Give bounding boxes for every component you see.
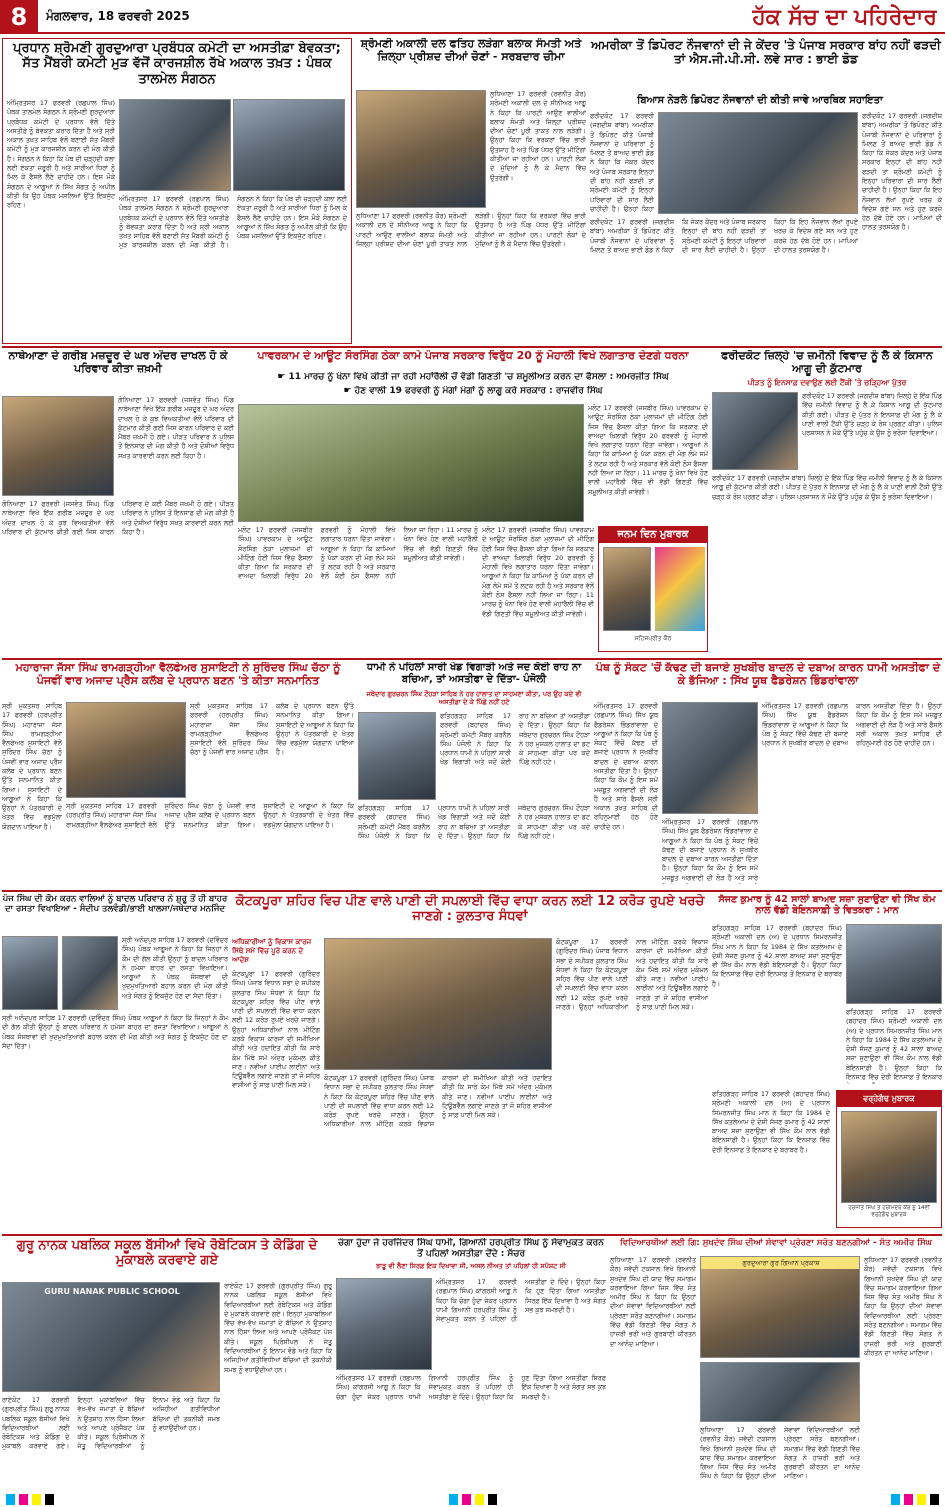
- headline: ਪੰਥ ਨੂੰ ਸੰਕਟ 'ਚੋਂ ਕੱਢਣ ਦੀ ਬਜਾਏ ਸੁਖਬੀਰ ਬਾਦਲ ਦੇ ਦਬਾਅ ਕਾਰਨ ਧਾਮੀ ਅਸਤੀਫਾ ਦੇ ਕੇ ਭੱਜਿਆ : ਸਿੱਖ ਯੂਥ ਫੈਡਰੇਸ਼ਨ ਭਿੰਡਰਾਂਵਾਲਾ: [595, 662, 941, 687]
- article-body: ਫਤਿਹਗੜ੍ਹ ਸਾਹਿਬ 17 ਫਰਵਰੀ (ਬਹਾਦਰ ਸਿੰਘ) ਸ਼੍ਰੋਮਣੀ ਕਮੇਟੀ ਮੈਂਬਰ ਕਰਨੈਲ ਸਿੰਘ ਪੰਜੋਲੀ ਨੇ ਕਿਹਾ ਕਿ ਪ੍ਰਧਾਨ ਧਾਮੀ ਨੇ ਪਹਿਲਾਂ ਸਾਰੀ ਖੇਡ ਵਿਗਾੜੀ ਅਤੇ ਜਦੋਂ ਕੋਈ ਰਾਹ ਨਾ ਬਚਿਆ ਤਾਂ ਅਸਤੀਫ਼ਾ ਦੇ ਦਿੱਤਾ। ਉਨ੍ਹਾਂ ਕਿਹਾ ਕਿ ਜਥੇਦਾਰ ਗੁਰਚਰਨ ਸਿੰਘ ਟੌਹੜਾ ਨੇ ਹਰ ਮੁਸ਼ਕਲ ਹਾਲਾਤ ਦਾ ਡਟ ਕੇ ਸਾਹਮਣਾ ਕੀਤਾ ਪਰ ਕਦੇ ਪਿੱਛੇ ਨਹੀਂ ਹਟੇ।: [358, 804, 590, 840]
- anniversary-caption: ਹਰਜੀਤ ਸਿੰਘ ਤੇ ਹਰਮਿੰਦਰ ਕੌਰ ਨੂੰ 14ਵੀਂ ਵਰ੍ਹੇਗੰਢ ਮੁਬਾਰਕ: [848, 1205, 930, 1218]
- article-body: ਲੁਧਿਆਣਾ 17 ਫਰਵਰੀ (ਰਵਨੀਤ ਕੌਰ) ਜਵੱਦੀ ਟਕਸਾਲ ਵਿਖੇ ਗਿਆਨੀ ਸੁਖਦੇਵ ਸਿੰਘ ਦੀ ਯਾਦ ਵਿੱਚ ਸਮਾਗਮ ਕਰਵਾਇਆ ਗਿਆ ਜਿਸ ਵਿੱਚ ਸੰਤ ਅਮੀਰ ਸਿੰਘ ਨੇ ਕਿਹਾ ਕਿ ਉਨ੍ਹਾਂ ਦੀਆਂ ਸੇਵਾਵਾਂ ਵਿਦਿਆਰਥੀਆਂ ਲਈ ਪ੍ਰੇਰਣਾ ਸਰੋਤ ਬਣਨਗੀਆਂ। ਸਮਾਗਮ ਵਿੱਚ ਵੱਡੀ ਗਿਣਤੀ ਵਿੱਚ ਸੰਗਤ ਨੇ ਹਾਜ਼ਰੀ ਭਰੀ ਅਤੇ ਗੁਰਬਾਣੀ ਕੀਰਤਨ ਦਾ ਆਨੰਦ ਮਾਣਿਆ।: [864, 1256, 942, 1357]
- anniversary-label: ਵਰ੍ਹੇਗੰਢ ਮੁਬਾਰਕ: [837, 1091, 941, 1107]
- photo-event: [658, 112, 858, 214]
- swatch: [6, 1494, 15, 1505]
- headline: ਗੁਰੂ ਨਾਨਕ ਪਬਲਿਕ ਸਕੂਲ ਬੱਸੀਆਂ ਵਿਖੇ ਰੋਬੋਟਿਕਸ ਤੇ ਕੋਡਿੰਗ ਦੇ ਮੁਕਾਬਲੇ ਕਰਵਾਏ ਗਏ: [16, 1238, 318, 1269]
- gurdwara-banner: ਗੁਰਦੁਆਰਾ ਗੁਰ ਗਿਆਨ ਪ੍ਰਕਾਸ਼: [701, 1257, 860, 1269]
- photo-portrait: [2, 936, 58, 1010]
- swatch: [904, 1494, 913, 1505]
- article-nathana: [2, 350, 234, 656]
- photo-portrait: [119, 99, 231, 191]
- article-body: ਅੰਮ੍ਰਿਤਸਰ 17 ਫਰਵਰੀ (ਰਛਪਾਲ ਸਿੰਘ) ਪੰਥਕ ਤਾਲਮੇਲ ਸੰਗਠਨ ਨੇ ਸ਼੍ਰੋਮਣੀ ਗੁਰਦੁਆਰਾ ਪ੍ਰਬੰਧਕ ਕਮੇਟੀ ਦੇ ਪ੍ਰਧਾਨ ਵੱਲੋਂ ਦਿੱਤੇ ਅਸਤੀਫ਼ੇ ਨੂੰ ਬੇਵਕਤਾ ਕਰਾਰ ਦਿੱਤਾ ਹੈ ਅਤੇ ਸ੍ਰੀ ਅਕਾਲ ਤਖ਼ਤ ਸਾਹਿਬ ਵੱਲੋਂ ਬਣਾਈ ਸੱਤ ਮੈਂਬਰੀ ਕਮੇਟੀ ਨੂੰ ਮੁੜ ਕਾਰਜਸ਼ੀਲ ਕਰਨ ਦੀ ਮੰਗ ਕੀਤੀ ਹੈ। ਸੰਗਠਨ ਨੇ ਕਿਹਾ ਕਿ ਪੰਥ ਦੀ ਚੜ੍ਹਦੀ ਕਲਾ ਲਈ ਏਕਤਾ ਜ਼ਰੂਰੀ ਹੈ ਅਤੇ ਸਾਰੀਆਂ ਧਿਰਾਂ ਨੂੰ ਮਿਲ ਕੇ ਫੈਸਲੇ ਲੈਣੇ ਚਾਹੀਦੇ ਹਨ। ਇਸ ਮੌਕੇ ਸੰਗਠਨ ਦੇ ਆਗੂਆਂ ਨੇ ਸਿੱਖ ਸੰਗਤ ਨੂੰ ਅਪੀਲ ਕੀਤੀ ਕਿ ਉਹ ਪੰਥਕ ਮਸਲਿਆਂ ਉੱਤੇ ਇਕਜੁੱਟ ਰਹਿਣ।: [119, 195, 347, 250]
- photo-honour: [66, 702, 186, 798]
- article-body: ਮਲੋਟ 17 ਫਰਵਰੀ (ਜਸਬੀਰ ਸਿੰਘ) ਪਾਵਰਕਾਮ ਦੇ ਆਊਟ ਸੋਰਸਿੰਗ ਠੇਕਾ ਮੁਲਾਜ਼ਮਾਂ ਦੀ ਮੀਟਿੰਗ ਹੋਈ ਜਿਸ ਵਿੱਚ ਫੈਸਲਾ ਕੀਤਾ ਗਿਆ ਕਿ ਸਰਕਾਰ ਦੀ ਵਾਅਦਾ ਖ਼ਿਲਾਫ਼ੀ ਵਿਰੁੱਧ 20 ਫਰਵਰੀ ਨੂੰ ਮੋਹਾਲੀ ਵਿਖੇ ਲਗਾਤਾਰ ਧਰਨਾ ਦਿੱਤਾ ਜਾਵੇਗਾ। ਆਗੂਆਂ ਨੇ ਕਿਹਾ ਕਿ ਕਾਮਿਆਂ ਨੂੰ ਪੱਕਾ ਕਰਨ ਦੀ ਮੰਗ ਲੰਮੇ ਸਮੇਂ ਤੋਂ ਲਟਕ ਰਹੀ ਹੈ ਅਤੇ ਸਰਕਾਰ ਵੱਲੋਂ ਕੋਈ ਠੋਸ ਫੈਸਲਾ ਨਹੀਂ ਲਿਆ ਜਾ ਰਿਹਾ। 11 ਮਾਰਚ ਨੂੰ ਖੰਨਾ ਵਿਖੇ ਹੋਣ ਵਾਲੀ ਮਹਾਂਰੈਲੀ ਵਿੱਚ ਵੀ ਵੱਡੀ ਗਿਣਤੀ ਵਿੱਚ ਸ਼ਮੂਲੀਅਤ ਕੀਤੀ ਜਾਵੇਗੀ।: [238, 526, 478, 581]
- article-body: ਕੋਟਕਪੂਰਾ 17 ਫਰਵਰੀ (ਗੁਰਿੰਦਰ ਸਿੰਘ) ਪੰਜਾਬ ਵਿਧਾਨ ਸਭਾ ਦੇ ਸਪੀਕਰ ਕੁਲਤਾਰ ਸਿੰਘ ਸੰਧਵਾਂ ਨੇ ਕਿਹਾ ਕਿ ਕੋਟਕਪੂਰਾ ਸ਼ਹਿਰ ਵਿੱਚ ਪੀਣ ਵਾਲੇ ਪਾਣੀ ਦੀ ਸਪਲਾਈ ਵਿੱਚ ਵਾਧਾ ਕਰਨ ਲਈ 12 ਕਰੋੜ ਰੁਪਏ ਖਰਚੇ ਜਾਣਗੇ। ਉਨ੍ਹਾਂ ਅਧਿਕਾਰੀਆਂ ਨਾਲ ਮੀਟਿੰਗ ਕਰਕੇ ਵਿਕਾਸ ਕਾਰਜਾਂ ਦੀ ਸਮੀਖਿਆ ਕੀਤੀ ਅਤੇ ਹਦਾਇਤ ਕੀਤੀ ਕਿ ਸਾਰੇ ਕੰਮ ਮਿੱਥੇ ਸਮੇਂ ਅੰਦਰ ਮੁਕੰਮਲ ਕੀਤੇ ਜਾਣ। ਨਵੀਆਂ ਪਾਈਪ ਲਾਈਨਾਂ ਅਤੇ ਟਿਊਬਵੈੱਲ ਲਗਾਏ ਜਾਣਗੇ ਤਾਂ ਜੋ ਸ਼ਹਿਰ ਵਾਸੀਆਂ ਨੂੰ ਸਾਫ਼ ਪਾਣੀ ਮਿਲ ਸਕੇ।: [556, 938, 708, 1011]
- article-sajjan: [712, 894, 942, 1232]
- swatch: [488, 1494, 497, 1505]
- photo-victim: [2, 396, 114, 496]
- birthday-label: ਜਨਮ ਦਿਨ ਮੁਬਾਰਕ: [599, 527, 707, 543]
- article-body: ਕੋਟਕਪੂਰਾ 17 ਫਰਵਰੀ (ਗੁਰਿੰਦਰ ਸਿੰਘ) ਪੰਜਾਬ ਵਿਧਾਨ ਸਭਾ ਦੇ ਸਪੀਕਰ ਕੁਲਤਾਰ ਸਿੰਘ ਸੰਧਵਾਂ ਨੇ ਕਿਹਾ ਕਿ ਕੋਟਕਪੂਰਾ ਸ਼ਹਿਰ ਵਿੱਚ ਪੀਣ ਵਾਲੇ ਪਾਣੀ ਦੀ ਸਪਲਾਈ ਵਿੱਚ ਵਾਧਾ ਕਰਨ ਲਈ 12 ਕਰੋੜ ਰੁਪਏ ਖਰਚੇ ਜਾਣਗੇ। ਉਨ੍ਹਾਂ ਅਧਿਕਾਰੀਆਂ ਨਾਲ ਮੀਟਿੰਗ ਕਰਕੇ ਵਿਕਾਸ ਕਾਰਜਾਂ ਦੀ ਸਮੀਖਿਆ ਕੀਤੀ ਅਤੇ ਹਦਾਇਤ ਕੀਤੀ ਕਿ ਸਾਰੇ ਕੰਮ ਮਿੱਥੇ ਸਮੇਂ ਅੰਦਰ ਮੁਕੰਮਲ ਕੀਤੇ ਜਾਣ। ਨਵੀਆਂ ਪਾਈਪ ਲਾਈਨਾਂ ਅਤੇ ਟਿਊਬਵੈੱਲ ਲਗਾਏ ਜਾਣਗੇ ਤਾਂ ਜੋ ਸ਼ਹਿਰ ਵਾਸੀਆਂ ਨੂੰ ਸਾਫ਼ ਪਾਣੀ ਮਿਲ ਸਕੇ।: [324, 1074, 552, 1129]
- headline: ਸ਼੍ਰੋਮਣੀ ਅਕਾਲੀ ਦਲ ਫਤਿਹ ਲੜੇਗਾ ਬਲਾਕ ਸੰਮਤੀ ਅਤੇ ਜ਼ਿਲ੍ਹਾ ਪ੍ਰੀਸ਼ਦ ਦੀਆਂ ਚੋਣਾਂ - ਸਰਬਦਾਰ ਚੀਮਾ: [360, 38, 582, 63]
- photo-event: [356, 90, 486, 208]
- swatch: [32, 1494, 41, 1505]
- article-guru-nanak: [2, 1238, 332, 1490]
- article-body: ਲੁਧਿਆਣਾ 17 ਫਰਵਰੀ (ਰਵਨੀਤ ਕੌਰ) ਸ਼੍ਰੋਮਣੀ ਅਕਾਲੀ ਦਲ ਦੇ ਸੀਨੀਅਰ ਆਗੂ ਨੇ ਕਿਹਾ ਕਿ ਪਾਰਟੀ ਆਉਣ ਵਾਲੀਆਂ ਬਲਾਕ ਸੰਮਤੀ ਅਤੇ ਜ਼ਿਲ੍ਹਾ ਪ੍ਰੀਸ਼ਦ ਦੀਆਂ ਚੋਣਾਂ ਪੂਰੀ ਤਾਕਤ ਨਾਲ ਲੜੇਗੀ। ਉਨ੍ਹਾਂ ਕਿਹਾ ਕਿ ਵਰਕਰਾਂ ਵਿੱਚ ਭਾਰੀ ਉਤਸ਼ਾਹ ਹੈ ਅਤੇ ਪਿੰਡ ਪੱਧਰ ਉੱਤੇ ਮੀਟਿੰਗਾਂ ਕੀਤੀਆਂ ਜਾ ਰਹੀਆਂ ਹਨ। ਪਾਰਟੀ ਲੋਕਾਂ ਦੇ ਮੁੱਦਿਆਂ ਨੂੰ ਲੈ ਕੇ ਮੈਦਾਨ ਵਿੱਚ ਉਤਰੇਗੀ।: [356, 212, 586, 248]
- article-body: ਗੋਨਿਆਣਾ 17 ਫਰਵਰੀ (ਜਸਵੰਤ ਸਿੰਘ) ਪਿੰਡ ਨਾਥੇਆਣਾ ਵਿਖੇ ਇੱਕ ਗਰੀਬ ਮਜ਼ਦੂਰ ਦੇ ਘਰ ਅੰਦਰ ਦਾਖਲ ਹੋ ਕੇ ਕੁਝ ਵਿਅਕਤੀਆਂ ਵੱਲੋਂ ਪਰਿਵਾਰ ਦੀ ਕੁੱਟਮਾਰ ਕੀਤੀ ਗਈ ਜਿਸ ਕਾਰਨ ਪਰਿਵਾਰ ਦੇ ਕਈ ਮੈਂਬਰ ਜ਼ਖ਼ਮੀ ਹੋ ਗਏ। ਪੀੜਤ ਪਰਿਵਾਰ ਨੇ ਪੁਲਿਸ ਤੋਂ ਇਨਸਾਫ਼ ਦੀ ਮੰਗ ਕੀਤੀ ਹੈ ਅਤੇ ਦੋਸ਼ੀਆਂ ਵਿਰੁੱਧ ਸਖ਼ਤ ਕਾਰਵਾਈ ਕਰਨ ਲਈ ਕਿਹਾ ਹੈ।: [2, 500, 234, 536]
- article-body: ਫਤਿਹਗੜ੍ਹ ਸਾਹਿਬ 17 ਫਰਵਰੀ (ਬਹਾਦਰ ਸਿੰਘ) ਸ਼੍ਰੋਮਣੀ ਅਕਾਲੀ ਦਲ (ਅ) ਦੇ ਪ੍ਰਧਾਨ ਸਿਮਰਨਜੀਤ ਸਿੰਘ ਮਾਨ ਨੇ ਕਿਹਾ ਕਿ 1984 ਦੇ ਸਿੱਖ ਕਤਲੇਆਮ ਦੇ ਦੋਸ਼ੀ ਸੱਜਣ ਕੁਮਾਰ ਨੂੰ 42 ਸਾਲਾਂ ਬਾਅਦ ਸਜ਼ਾ ਸੁਣਾਉਣਾ ਵੀ ਸਿੱਖ ਕੌਮ ਨਾਲ ਵੱਡੀ ਬੇਇਨਸਾਫ਼ੀ ਹੈ। ਉਨ੍ਹਾਂ ਕਿਹਾ ਕਿ ਇਨਸਾਫ਼ ਵਿੱਚ ਦੇਰੀ ਇਨਸਾਫ਼ ਤੋਂ ਇਨਕਾਰ ਦੇ ਬਰਾਬਰ ਹੈ।: [712, 1090, 830, 1154]
- article-panth: [594, 662, 942, 888]
- balloons-graphic: [655, 547, 705, 631]
- headline: ਪਾਵਰਕਾਮ ਦੇ ਆਊਟ ਸੋਰਸਿੰਗ ਠੇਕਾ ਕਾਮੇ ਪੰਜਾਬ ਸਰਕਾਰ ਵਿਰੁੱਧ 20 ਨੂੰ ਮੋਹਾਲੀ ਵਿਖੇ ਲਗਾਤਾਰ ਦੇਣਗੇ ਧਰਨਾ: [257, 350, 689, 362]
- divider: [2, 346, 942, 348]
- issue-date: ਮੰਗਲਵਾਰ, 18 ਫਰਵਰੀ 2025: [46, 9, 190, 23]
- subheadline: ਝਾੜੂ ਵੀ ਲੈਣਾ ਸਿਰਫ਼ ਇਕ ਦਿਖਾਵਾ ਸੀ, ਅਸਲ ਨੀਅਤ ਤਾਂ ਪਹਿਲਾਂ ਹੀ ਸਪੱਸ਼ਟ ਸੀ: [376, 1262, 566, 1270]
- subheadline: ਅਧਿਕਾਰੀਆਂ ਨੂੰ ਵਿਕਾਸ ਕਾਰਜ ਮਿੱਥੇ ਸਮੇਂ ਵਿੱਚ ਪੂਰੇ ਕਰਨ ਦੇ ਆਦੇਸ਼: [232, 938, 312, 965]
- article-sgpc: [2, 38, 352, 344]
- headline: ਧਾਮੀ ਨੇ ਪਹਿਲਾਂ ਸਾਰੀ ਖੇਡ ਵਿਗਾੜੀ ਅਤੇ ਜਦ ਕੋਈ ਰਾਹ ਨਾ ਬਚਿਆ, ਤਾਂ ਅਸਤੀਫਾ ਦੇ ਦਿੱਤਾ- ਪੰਜੋਲੀ: [366, 662, 582, 685]
- headline: ਚੰਗਾ ਹੁੰਦਾ ਜੇ ਹਰਜਿੰਦਰ ਸਿੰਘ ਧਾਮੀ, ਗਿਆਨੀ ਹਰਪ੍ਰੀਤ ਸਿੰਘ ਨੂੰ ਸੇਵਾਮੁਕਤ ਕਰਨ ਤੋਂ ਪਹਿਲਾਂ ਅਸਤੀਫ਼ਾ ਦੇਂਦੇ : ਸੱਚਰ: [338, 1238, 604, 1259]
- photo-gathering: [700, 1362, 860, 1422]
- article-body: ਫਤਿਹਗੜ੍ਹ ਸਾਹਿਬ 17 ਫਰਵਰੀ (ਬਹਾਦਰ ਸਿੰਘ) ਸ਼੍ਰੋਮਣੀ ਅਕਾਲੀ ਦਲ (ਅ) ਦੇ ਪ੍ਰਧਾਨ ਸਿਮਰਨਜੀਤ ਸਿੰਘ ਮਾਨ ਨੇ ਕਿਹਾ ਕਿ 1984 ਦੇ ਸਿੱਖ ਕਤਲੇਆਮ ਦੇ ਦੋਸ਼ੀ ਸੱਜਣ ਕੁਮਾਰ ਨੂੰ 42 ਸਾਲਾਂ ਬਾਅਦ ਸਜ਼ਾ ਸੁਣਾਉਣਾ ਵੀ ਸਿੱਖ ਕੌਮ ਨਾਲ ਵੱਡੀ ਬੇਇਨਸਾਫ਼ੀ ਹੈ। ਉਨ੍ਹਾਂ ਕਿਹਾ ਕਿ ਇਨਸਾਫ਼ ਵਿੱਚ ਦੇਰੀ ਇਨਸਾਫ਼ ਤੋਂ ਇਨਕਾਰ: [846, 1008, 942, 1081]
- article-body: ਅੰਮ੍ਰਿਤਸਰ 17 ਫਰਵਰੀ (ਰਛਪਾਲ ਸਿੰਘ) ਸਿੱਖ ਯੂਥ ਫੈਡਰੇਸ਼ਨ ਭਿੰਡਰਾਂਵਾਲਾ ਦੇ ਆਗੂਆਂ ਨੇ ਕਿਹਾ ਕਿ ਪੰਥ ਨੂੰ ਸੰਕਟ ਵਿੱਚੋਂ ਕੱਢਣ ਦੀ ਬਜਾਏ ਪ੍ਰਧਾਨ ਨੇ ਸੁਖਬੀਰ ਬਾਦਲ ਦੇ ਦਬਾਅ ਕਾਰਨ ਅਸਤੀਫ਼ਾ ਦਿੱਤਾ ਹੈ। ਉਨ੍ਹਾਂ ਕਿਹਾ ਕਿ ਕੌਮ ਨੂੰ ਇਸ ਸਮੇਂ ਮਜ਼ਬੂਤ ਅਗਵਾਈ ਦੀ ਲੋੜ ਹੈ ਅਤੇ ਸਾਰੇ ਫੈਸਲੇ ਸ੍ਰੀ ਅਕਾਲ ਤਖ਼ਤ ਸਾਹਿਬ ਦੀ ਰਹਿਨੁਮਾਈ ਹੇਠ ਹੋਣੇ ਚਾਹੀਦੇ ਹਨ।: [594, 702, 658, 831]
- swatch: [930, 1494, 939, 1505]
- subheadline: ਜਥੇਦਾਰ ਗੁਰਚਰਨ ਸਿੰਘ ਟੌਹੜਾ ਸਾਹਿਬ ਨੇ ਹਰ ਹਾਲਾਤ ਦਾ ਸਾਹਮਣਾ ਕੀਤਾ, ਪਰ ਉਹ ਕਦੇ ਵੀ ਅਸਤੀਫ਼ਾ ਦੇ ਕੇ ਪਿੱਛੇ ਨਹੀਂ ਹਟੇ: [366, 690, 582, 707]
- article-body: ਗੋਨਿਆਣਾ 17 ਫਰਵਰੀ (ਜਸਵੰਤ ਸਿੰਘ) ਪਿੰਡ ਨਾਥੇਆਣਾ ਵਿਖੇ ਇੱਕ ਗਰੀਬ ਮਜ਼ਦੂਰ ਦੇ ਘਰ ਅੰਦਰ ਦਾਖਲ ਹੋ ਕੇ ਕੁਝ ਵਿਅਕਤੀਆਂ ਵੱਲੋਂ ਪਰਿਵਾਰ ਦੀ ਕੁੱਟਮਾਰ ਕੀਤੀ ਗਈ ਜਿਸ ਕਾਰਨ ਪਰਿਵਾਰ ਦੇ ਕਈ ਮੈਂਬਰ ਜ਼ਖ਼ਮੀ ਹੋ ਗਏ। ਪੀੜਤ ਪਰਿਵਾਰ ਨੇ ਪੁਲਿਸ ਤੋਂ ਇਨਸਾਫ਼ ਦੀ ਮੰਗ ਕੀਤੀ ਹੈ ਅਤੇ ਦੋਸ਼ੀਆਂ ਵਿਰੁੱਧ ਸਖ਼ਤ ਕਾਰਵਾਈ ਕਰਨ ਲਈ ਕਿਹਾ ਹੈ।: [118, 396, 234, 460]
- photo-portrait: [336, 1278, 432, 1370]
- article-body: ਅੰਮ੍ਰਿਤਸਰ 17 ਫਰਵਰੀ (ਰਛਪਾਲ ਸਿੰਘ) ਪੰਥਕ ਤਾਲਮੇਲ ਸੰਗਠਨ ਨੇ ਸ਼੍ਰੋਮਣੀ ਗੁਰਦੁਆਰਾ ਪ੍ਰਬੰਧਕ ਕਮੇਟੀ ਦੇ ਪ੍ਰਧਾਨ ਵੱਲੋਂ ਦਿੱਤੇ ਅਸਤੀਫ਼ੇ ਨੂੰ ਬੇਵਕਤਾ ਕਰਾਰ ਦਿੱਤਾ ਹੈ ਅਤੇ ਸ੍ਰੀ ਅਕਾਲ ਤਖ਼ਤ ਸਾਹਿਬ ਵੱਲੋਂ ਬਣਾਈ ਸੱਤ ਮੈਂਬਰੀ ਕਮੇਟੀ ਨੂੰ ਮੁੜ ਕਾਰਜਸ਼ੀਲ ਕਰਨ ਦੀ ਮੰਗ ਕੀਤੀ ਹੈ। ਸੰਗਠਨ ਨੇ ਕਿਹਾ ਕਿ ਪੰਥ ਦੀ ਚੜ੍ਹਦੀ ਕਲਾ ਲਈ ਏਕਤਾ ਜ਼ਰੂਰੀ ਹੈ ਅਤੇ ਸਾਰੀਆਂ ਧਿਰਾਂ ਨੂੰ ਮਿਲ ਕੇ ਫੈਸਲੇ ਲੈਣੇ ਚਾਹੀਦੇ ਹਨ। ਇਸ ਮੌਕੇ ਸੰਗਠਨ ਦੇ ਆਗੂਆਂ ਨੇ ਸਿੱਖ ਸੰਗਤ ਨੂੰ ਅਪੀਲ ਕੀਤੀ ਕਿ ਉਹ ਪੰਥਕ ਮਸਲਿਆਂ ਉੱਤੇ ਇਕਜੁੱਟ ਰਹਿਣ।: [7, 99, 115, 210]
- article-body: ਕੋਟਕਪੂਰਾ 17 ਫਰਵਰੀ (ਗੁਰਿੰਦਰ ਸਿੰਘ) ਪੰਜਾਬ ਵਿਧਾਨ ਸਭਾ ਦੇ ਸਪੀਕਰ ਕੁਲਤਾਰ ਸਿੰਘ ਸੰਧਵਾਂ ਨੇ ਕਿਹਾ ਕਿ ਕੋਟਕਪੂਰਾ ਸ਼ਹਿਰ ਵਿੱਚ ਪੀਣ ਵਾਲੇ ਪਾਣੀ ਦੀ ਸਪਲਾਈ ਵਿੱਚ ਵਾਧਾ ਕਰਨ ਲਈ 12 ਕਰੋੜ ਰੁਪਏ ਖਰਚੇ ਜਾਣਗੇ। ਉਨ੍ਹਾਂ ਅਧਿਕਾਰੀਆਂ ਨਾਲ ਮੀਟਿੰਗ ਕਰਕੇ ਵਿਕਾਸ ਕਾਰਜਾਂ ਦੀ ਸਮੀਖਿਆ ਕੀਤੀ ਅਤੇ ਹਦਾਇਤ ਕੀਤੀ ਕਿ ਸਾਰੇ ਕੰਮ ਮਿੱਥੇ ਸਮੇਂ ਅੰਦਰ ਮੁਕੰਮਲ ਕੀਤੇ ਜਾਣ। ਨਵੀਆਂ ਪਾਈਪ ਲਾਈਨਾਂ ਅਤੇ ਟਿਊਬਵੈੱਲ ਲਗਾਏ ਜਾਣਗੇ ਤਾਂ ਜੋ ਸ਼ਹਿਰ ਵਾਸੀਆਂ ਨੂੰ ਸਾਫ਼ ਪਾਣੀ ਮਿਲ ਸਕੇ।: [232, 970, 320, 1090]
- birthday-name: ਸਹਿਜਪ੍ਰੀਤ ਕੌਰ: [634, 635, 672, 642]
- article-body: ਫਰੀਦਕੋਟ 17 ਫਰਵਰੀ (ਜਗਦੀਸ਼ ਬਾਂਬਾ) ਅਮਰੀਕਾ ਤੋਂ ਡਿਪੋਰਟ ਕੀਤੇ ਪੰਜਾਬੀ ਨੌਜਵਾਨਾਂ ਦੇ ਪਰਿਵਾਰਾਂ ਨੂੰ ਮਿਲਣ ਤੋਂ ਬਾਅਦ ਭਾਈ ਡੋਡ ਨੇ ਕਿਹਾ ਕਿ ਜੇਕਰ ਕੇਂਦਰ ਅਤੇ ਪੰਜਾਬ ਸਰਕਾਰ ਇਨ੍ਹਾਂ ਦੀ ਬਾਂਹ ਨਹੀਂ ਫੜਦੀ ਤਾਂ ਸ਼੍ਰੋਮਣੀ ਕਮੇਟੀ ਨੂੰ ਇਨ੍ਹਾਂ ਪਰਿਵਾਰਾਂ ਦੀ ਸਾਰ ਲੈਣੀ ਚਾਹੀਦੀ ਹੈ। ਉਨ੍ਹਾਂ ਕਿਹਾ ਕਿ ਇਹ ਨੌਜਵਾਨ ਲੱਖਾਂ ਰੁਪਏ ਖਰਚ ਕੇ ਵਿਦੇਸ਼ ਗਏ ਸਨ ਅਤੇ ਹੁਣ ਕਰਜ਼ੇ ਹੇਠ ਦੱਬੇ ਹੋਏ ਹਨ। ਮਾਪਿਆਂ ਦੀ ਹਾਲਤ ਤਰਸਯੋਗ ਹੈ।: [590, 218, 858, 254]
- photo-portrait: [62, 936, 118, 1010]
- headline: ਨਾਥੇਆਣਾ ਦੇ ਗਰੀਬ ਮਜ਼ਦੂਰ ਦੇ ਘਰ ਅੰਦਰ ਦਾਖਲ ਹੋ ਕੇ ਪਰਿਵਾਰ ਕੀਤਾ ਜ਼ਖ਼ਮੀ: [8, 350, 228, 375]
- article-ramgarhia: [2, 662, 354, 888]
- subheadline: ☛ ਹੋਣ ਵਾਲੀ 19 ਫਰਵਰੀ ਨੂੰ ਮੰਗਾਂ ਮੰਗਾਂ ਨੂੰ ਲਾਗੂ ਕਰੇ ਸਰਕਾਰ : ਰਾਜਵੀਰ ਸਿੰਘ: [343, 386, 603, 396]
- subheadline: ☛ 11 ਮਾਰਚ ਨੂੰ ਖੰਨਾ ਵਿਖੇ ਕੀਤੀ ਜਾ ਰਹੀ ਮਹਾਂਰੈਲੀ ਚੋਂ ਵੱਡੀ ਗਿਣਤੀ 'ਚ ਸ਼ਮੂਲੀਅਤ ਕਰਨ ਦਾ ਫੈਸਲਾ : ਅਮਰਜੀਤ ਸਿੰਘ: [277, 372, 669, 382]
- anniversary-ad: [836, 1090, 942, 1228]
- masthead-logo: ਹੱਕ ਸੱਚ ਦਾ ਪਹਿਰੇਦਾਰ: [752, 4, 937, 30]
- swatch: [45, 1494, 54, 1505]
- article-body: ਫਤਿਹਗੜ੍ਹ ਸਾਹਿਬ 17 ਫਰਵਰੀ (ਬਹਾਦਰ ਸਿੰਘ) ਸ਼੍ਰੋਮਣੀ ਅਕਾਲੀ ਦਲ (ਅ) ਦੇ ਪ੍ਰਧਾਨ ਸਿਮਰਨਜੀਤ ਸਿੰਘ ਮਾਨ ਨੇ ਕਿਹਾ ਕਿ 1984 ਦੇ ਸਿੱਖ ਕਤਲੇਆਮ ਦੇ ਦੋਸ਼ੀ ਸੱਜਣ ਕੁਮਾਰ ਨੂੰ 42 ਸਾਲਾਂ ਬਾਅਦ ਸਜ਼ਾ ਸੁਣਾਉਣਾ ਵੀ ਸਿੱਖ ਕੌਮ ਨਾਲ ਵੱਡੀ ਬੇਇਨਸਾਫ਼ੀ ਹੈ। ਉਨ੍ਹਾਂ ਕਿਹਾ ਕਿ ਇਨਸਾਫ਼ ਵਿੱਚ ਦੇਰੀ ਇਨਸਾਫ਼ ਤੋਂ ਇਨਕਾਰ ਦੇ ਬਰਾਬਰ ਹੈ।: [712, 924, 842, 988]
- article-body: ਮਲੋਟ 17 ਫਰਵਰੀ (ਜਸਬੀਰ ਸਿੰਘ) ਪਾਵਰਕਾਮ ਦੇ ਆਊਟ ਸੋਰਸਿੰਗ ਠੇਕਾ ਮੁਲਾਜ਼ਮਾਂ ਦੀ ਮੀਟਿੰਗ ਹੋਈ ਜਿਸ ਵਿੱਚ ਫੈਸਲਾ ਕੀਤਾ ਗਿਆ ਕਿ ਸਰਕਾਰ ਦੀ ਵਾਅਦਾ ਖ਼ਿਲਾਫ਼ੀ ਵਿਰੁੱਧ 20 ਫਰਵਰੀ ਨੂੰ ਮੋਹਾਲੀ ਵਿਖੇ ਲਗਾਤਾਰ ਧਰਨਾ ਦਿੱਤਾ ਜਾਵੇਗਾ। ਆਗੂਆਂ ਨੇ ਕਿਹਾ ਕਿ ਕਾਮਿਆਂ ਨੂੰ ਪੱਕਾ ਕਰਨ ਦੀ ਮੰਗ ਲੰਮੇ ਸਮੇਂ ਤੋਂ ਲਟਕ ਰਹੀ ਹੈ ਅਤੇ ਸਰਕਾਰ ਵੱਲੋਂ ਕੋਈ ਠੋਸ ਫੈਸਲਾ ਨਹੀਂ ਲਿਆ ਜਾ ਰਿਹਾ। 11 ਮਾਰਚ ਨੂੰ ਖੰਨਾ ਵਿਖੇ ਹੋਣ ਵਾਲੀ ਮਹਾਂਰੈਲੀ ਵਿੱਚ ਵੀ ਵੱਡੀ ਗਿਣਤੀ ਵਿੱਚ ਸ਼ਮੂਲੀਅਤ ਕੀਤੀ ਜਾਵੇਗੀ।: [482, 526, 594, 618]
- article-body: ਮਲੋਟ 17 ਫਰਵਰੀ (ਜਸਬੀਰ ਸਿੰਘ) ਪਾਵਰਕਾਮ ਦੇ ਆਊਟ ਸੋਰਸਿੰਗ ਠੇਕਾ ਮੁਲਾਜ਼ਮਾਂ ਦੀ ਮੀਟਿੰਗ ਹੋਈ ਜਿਸ ਵਿੱਚ ਫੈਸਲਾ ਕੀਤਾ ਗਿਆ ਕਿ ਸਰਕਾਰ ਦੀ ਵਾਅਦਾ ਖ਼ਿਲਾਫ਼ੀ ਵਿਰੁੱਧ 20 ਫਰਵਰੀ ਨੂੰ ਮੋਹਾਲੀ ਵਿਖੇ ਲਗਾਤਾਰ ਧਰਨਾ ਦਿੱਤਾ ਜਾਵੇਗਾ। ਆਗੂਆਂ ਨੇ ਕਿਹਾ ਕਿ ਕਾਮਿਆਂ ਨੂੰ ਪੱਕਾ ਕਰਨ ਦੀ ਮੰਗ ਲੰਮੇ ਸਮੇਂ ਤੋਂ ਲਟਕ ਰਹੀ ਹੈ ਅਤੇ ਸਰਕਾਰ ਵੱਲੋਂ ਕੋਈ ਠੋਸ ਫੈਸਲਾ ਨਹੀਂ ਲਿਆ ਜਾ ਰਿਹਾ। 11 ਮਾਰਚ ਨੂੰ ਖੰਨਾ ਵਿਖੇ ਹੋਣ ਵਾਲੀ ਮਹਾਂਰੈਲੀ ਵਿੱਚ ਵੀ ਵੱਡੀ ਗਿਣਤੀ ਵਿੱਚ ਸ਼ਮੂਲੀਅਤ ਕੀਤੀ ਜਾਵੇਗੀ।: [588, 404, 708, 496]
- color-registration-strip: [0, 1492, 945, 1507]
- article-body: ਅੰਮ੍ਰਿਤਸਰ 17 ਫਰਵਰੀ (ਰਛਪਾਲ ਸਿੰਘ) ਕਾਂਗਰਸੀ ਆਗੂ ਨੇ ਕਿਹਾ ਕਿ ਚੰਗਾ ਹੁੰਦਾ ਜੇਕਰ ਪ੍ਰਧਾਨ ਧਾਮੀ ਗਿਆਨੀ ਹਰਪ੍ਰੀਤ ਸਿੰਘ ਨੂੰ ਸੇਵਾਮੁਕਤ ਕਰਨ ਤੋਂ ਪਹਿਲਾਂ ਹੀ ਅਸਤੀਫ਼ਾ ਦੇ ਦਿੰਦੇ। ਉਨ੍ਹਾਂ ਕਿਹਾ ਕਿ ਹੁਣ ਦਿੱਤਾ ਗਿਆ ਅਸਤੀਫ਼ਾ ਸਿਰਫ਼ ਇੱਕ ਦਿਖਾਵਾ ਹੈ ਅਤੇ ਸੰਗਤ ਸਭ ਕੁਝ ਸਮਝਦੀ ਹੈ।: [436, 1278, 606, 1324]
- photo-speaker: [662, 702, 758, 814]
- article-body: ਰਾਏਕੋਟ 17 ਫਰਵਰੀ (ਗੁਰਪ੍ਰੀਤ ਸਿੰਘ) ਗੁਰੂ ਨਾਨਕ ਪਬਲਿਕ ਸਕੂਲ ਬੱਸੀਆਂ ਵਿਖੇ ਵਿਦਿਆਰਥੀਆਂ ਲਈ ਰੋਬੋਟਿਕਸ ਅਤੇ ਕੋਡਿੰਗ ਦੇ ਮੁਕਾਬਲੇ ਕਰਵਾਏ ਗਏ। ਇਨ੍ਹਾਂ ਮੁਕਾਬਲਿਆਂ ਵਿੱਚ ਵੱਖ-ਵੱਖ ਜਮਾਤਾਂ ਦੇ ਬੱਚਿਆਂ ਨੇ ਉਤਸ਼ਾਹ ਨਾਲ ਹਿੱਸਾ ਲਿਆ ਅਤੇ ਆਪਣੇ ਪ੍ਰੋਜੈਕਟ ਪੇਸ਼ ਕੀਤੇ। ਸਕੂਲ ਪ੍ਰਿੰਸੀਪਲ ਨੇ ਜੇਤੂ ਵਿਦਿਆਰਥੀਆਂ ਨੂੰ ਇਨਾਮ ਵੰਡੇ ਅਤੇ ਕਿਹਾ ਕਿ ਅਜਿਹੀਆਂ ਗਤੀਵਿਧੀਆਂ ਬੱਚਿਆਂ ਦੀ ਤਕਨੀਕੀ ਸਮਝ ਨੂੰ ਵਧਾਉਂਦੀਆਂ ਹਨ।: [224, 1282, 332, 1374]
- article-body: ਰਾਏਕੋਟ 17 ਫਰਵਰੀ (ਗੁਰਪ੍ਰੀਤ ਸਿੰਘ) ਗੁਰੂ ਨਾਨਕ ਪਬਲਿਕ ਸਕੂਲ ਬੱਸੀਆਂ ਵਿਖੇ ਵਿਦਿਆਰਥੀਆਂ ਲਈ ਰੋਬੋਟਿਕਸ ਅਤੇ ਕੋਡਿੰਗ ਦੇ ਮੁਕਾਬਲੇ ਕਰਵਾਏ ਗਏ। ਇਨ੍ਹਾਂ ਮੁਕਾਬਲਿਆਂ ਵਿੱਚ ਵੱਖ-ਵੱਖ ਜਮਾਤਾਂ ਦੇ ਬੱਚਿਆਂ ਨੇ ਉਤਸ਼ਾਹ ਨਾਲ ਹਿੱਸਾ ਲਿਆ ਅਤੇ ਆਪਣੇ ਪ੍ਰੋਜੈਕਟ ਪੇਸ਼ ਕੀਤੇ। ਸਕੂਲ ਪ੍ਰਿੰਸੀਪਲ ਨੇ ਜੇਤੂ ਵਿਦਿਆਰਥੀਆਂ ਨੂੰ ਇਨਾਮ ਵੰਡੇ ਅਤੇ ਕਿਹਾ ਕਿ ਅਜਿਹੀਆਂ ਗਤੀਵਿਧੀਆਂ ਬੱਚਿਆਂ ਦੀ ਤਕਨੀਕੀ ਸਮਝ ਨੂੰ ਵਧਾਉਂਦੀਆਂ ਹਨ।: [2, 1396, 220, 1451]
- article-vidyarthi: [610, 1238, 942, 1490]
- article-body: ਫਰੀਦਕੋਟ 17 ਫਰਵਰੀ (ਜਗਦੀਸ਼ ਬਾਂਬਾ) ਅਮਰੀਕਾ ਤੋਂ ਡਿਪੋਰਟ ਕੀਤੇ ਪੰਜਾਬੀ ਨੌਜਵਾਨਾਂ ਦੇ ਪਰਿਵਾਰਾਂ ਨੂੰ ਮਿਲਣ ਤੋਂ ਬਾਅਦ ਭਾਈ ਡੋਡ ਨੇ ਕਿਹਾ ਕਿ ਜੇਕਰ ਕੇਂਦਰ ਅਤੇ ਪੰਜਾਬ ਸਰਕਾਰ ਇਨ੍ਹਾਂ ਦੀ ਬਾਂਹ ਨਹੀਂ ਫੜਦੀ ਤਾਂ ਸ਼੍ਰੋਮਣੀ ਕਮੇਟੀ ਨੂੰ ਇਨ੍ਹਾਂ ਪਰਿਵਾਰਾਂ ਦੀ ਸਾਰ ਲੈਣੀ ਚਾਹੀਦੀ ਹੈ। ਉਨ੍ਹਾਂ ਕਿਹਾ ਕਿ ਇਹ ਨੌਜਵਾਨ ਲੱਖਾਂ ਰੁਪਏ ਖਰਚ ਕੇ ਵਿਦੇਸ਼ ਗਏ ਸਨ ਅਤੇ ਹੁਣ ਕਰਜ਼ੇ ਹੇਠ ਦੱਬੇ ਹੋਏ ਹਨ। ਮਾਪਿਆਂ ਦੀ ਹਾਲਤ ਤਰਸਯੋਗ ਹੈ।: [862, 112, 942, 232]
- headline: ਪ੍ਰਧਾਨ ਸ਼੍ਰੋਮਣੀ ਗੁਰਦੁਆਰਾ ਪ੍ਰਬੰਧਕ ਕਮੇਟੀ ਦਾ ਅਸਤੀਫ਼ਾ ਬੇਵਕਤਾ; ਸੱਤ ਮੈਂਬਰੀ ਕਮੇਟੀ ਮੁੜ ਵੱਜੋਂ ਕਾਰਜਸ਼ੀਲ ਰੱਖੇ ਅਕਾਲ ਤਖ਼ਤ : ਪੰਥਕ ਤਾਲਮੇਲ ਸੰਗਠਨ: [13, 41, 341, 87]
- photo-protest: [238, 404, 584, 522]
- article-body: ਫਰੀਦਕੋਟ 17 ਫਰਵਰੀ (ਜਗਦੀਸ਼ ਬਾਂਬਾ) ਜ਼ਿਲ੍ਹੇ ਦੇ ਇੱਕ ਪਿੰਡ ਵਿੱਚ ਜ਼ਮੀਨੀ ਵਿਵਾਦ ਨੂੰ ਲੈ ਕੇ ਕਿਸਾਨ ਆਗੂ ਦੀ ਕੁੱਟਮਾਰ ਕੀਤੀ ਗਈ। ਪੀੜਤ ਦੇ ਪੁੱਤਰ ਨੇ ਇਨਸਾਫ਼ ਦੀ ਮੰਗ ਨੂੰ ਲੈ ਕੇ ਪਾਣੀ ਵਾਲੀ ਟੈਂਕੀ ਉੱਤੇ ਚੜ੍ਹ ਕੇ ਰੋਸ ਪ੍ਰਗਟ ਕੀਤਾ। ਪੁਲਿਸ ਪ੍ਰਸ਼ਾਸਨ ਨੇ ਮੌਕੇ ਉੱਤੇ ਪਹੁੰਚ ਕੇ ਉਸ ਨੂੰ ਭਰੋਸਾ ਦਿਵਾਇਆ।: [712, 474, 942, 501]
- article-body: ਸ੍ਰੀ ਅਨੰਦਪੁਰ ਸਾਹਿਬ 17 ਫਰਵਰੀ (ਦਵਿੰਦਰ ਸਿੰਘ) ਪੰਥਕ ਆਗੂਆਂ ਨੇ ਕਿਹਾ ਕਿ ਜਿਨ੍ਹਾਂ ਨੇ ਕੌਮ ਦੀ ਗੱਲ ਕੀਤੀ ਉਨ੍ਹਾਂ ਨੂੰ ਬਾਦਲ ਪਰਿਵਾਰ ਨੇ ਹਮੇਸ਼ਾ ਬਾਹਰ ਦਾ ਰਸਤਾ ਵਿਖਾਇਆ। ਆਗੂਆਂ ਨੇ ਪੰਥਕ ਸੰਸਥਾਵਾਂ ਦੀ ਖੁਦਮੁਖਤਿਆਰੀ ਬਹਾਲ ਕਰਨ ਦੀ ਮੰਗ ਕੀਤੀ ਅਤੇ ਸੰਗਤ ਨੂੰ ਇਕਜੁੱਟ ਹੋਣ ਦਾ ਸੱਦਾ ਦਿੱਤਾ।: [2, 1014, 228, 1050]
- headline: ਕੋਟਕਪੂਰਾ ਸ਼ਹਿਰ ਵਿਚ ਪੀਣ ਵਾਲੇ ਪਾਣੀ ਦੀ ਸਪਲਾਈ ਵਿੱਚ ਵਾਧਾ ਕਰਨ ਲਈ 12 ਕਰੋੜ ਰੁਪਏ ਖਰਚੇ ਜਾਣਗੇ : ਕੁਲਤਾਰ ਸੰਧਵਾਂ: [235, 894, 705, 925]
- photo-portrait: [846, 924, 942, 1004]
- article-powercom: [238, 350, 708, 656]
- headline: ਪੰਜ ਸਿੰਘ ਦੀ ਕੌਮ ਕਰਨ ਵਾਲਿਆਂ ਨੂੰ ਬਾਦਲ ਪਰਿਵਾਰ ਨੇ ਸ਼ੁਰੂ ਤੋਂ ਹੀ ਬਾਹਰ ਦਾ ਰਸਤਾ ਵਿਖਾਇਆ - ਸੰਦੀਪ ਤਲਵੰਡੀ/ਭਾਈ ਖਾਲਸਾ/ਜਥੇਦਾਰ ਮਨਜਿੰਦ: [2, 894, 228, 915]
- photo-farmer: [712, 392, 798, 470]
- headline: ਫਰੀਦਕੋਟ ਜ਼ਿਲ੍ਹੇ 'ਚ ਜ਼ਮੀਨੀ ਵਿਵਾਦ ਨੂੰ ਲੈ ਕੇ ਕਿਸਾਨ ਆਗੂ ਦੀ ਕੁੱਟਮਾਰ: [721, 350, 933, 375]
- subheadline: ਪੀੜਤ ਨੂੰ ਇਨਸਾਫ਼ ਦਵਾਉਣ ਲਈ ਟੈਂਕੀ 'ਤੇ ਚੜ੍ਹਿਆ ਪੁੱਤਰ: [747, 378, 907, 387]
- article-body: ਲੁਧਿਆਣਾ 17 ਫਰਵਰੀ (ਰਵਨੀਤ ਕੌਰ) ਜਵੱਦੀ ਟਕਸਾਲ ਵਿਖੇ ਗਿਆਨੀ ਸੁਖਦੇਵ ਸਿੰਘ ਦੀ ਯਾਦ ਵਿੱਚ ਸਮਾਗਮ ਕਰਵਾਇਆ ਗਿਆ ਜਿਸ ਵਿੱਚ ਸੰਤ ਅਮੀਰ ਸਿੰਘ ਨੇ ਕਿਹਾ ਕਿ ਉਨ੍ਹਾਂ ਦੀਆਂ ਸੇਵਾਵਾਂ ਵਿਦਿਆਰਥੀਆਂ ਲਈ ਪ੍ਰੇਰਣਾ ਸਰੋਤ ਬਣਨਗੀਆਂ। ਸਮਾਗਮ ਵਿੱਚ ਵੱਡੀ ਗਿਣਤੀ ਵਿੱਚ ਸੰਗਤ ਨੇ ਹਾਜ਼ਰੀ ਭਰੀ ਅਤੇ ਗੁਰਬਾਣੀ ਕੀਰਤਨ ਦਾ ਆਨੰਦ ਮਾਣਿਆ।: [610, 1256, 696, 1348]
- article-body: ਸ੍ਰੀ ਮੁਕਤਸਰ ਸਾਹਿਬ 17 ਫਰਵਰੀ (ਹਰਪ੍ਰੀਤ ਸਿੰਘ) ਮਹਾਰਾਜਾ ਜੱਸਾ ਸਿੰਘ ਰਾਮਗੜ੍ਹੀਆ ਵੈਲਫੇਅਰ ਸੁਸਾਇਟੀ ਵੱਲੋਂ ਸੁਰਿੰਦਰ ਸਿੰਘ ਚੱਠਾ ਨੂੰ ਪੰਜਵੀਂ ਵਾਰ ਅਜਾਦ ਪ੍ਰੈਸ ਕਲੱਬ ਦੇ ਪ੍ਰਧਾਨ ਬਣਨ ਉੱਤੇ ਸਨਮਾਨਿਤ ਕੀਤਾ ਗਿਆ। ਸੁਸਾਇਟੀ ਦੇ ਆਗੂਆਂ ਨੇ ਕਿਹਾ ਕਿ ਉਨ੍ਹਾਂ ਨੇ ਪੱਤਰਕਾਰੀ ਦੇ ਖੇਤਰ ਵਿੱਚ ਵਡਮੁੱਲਾ ਯੋਗਦਾਨ ਪਾਇਆ ਹੈ।: [190, 702, 354, 757]
- photo-meeting: [324, 938, 552, 1070]
- article-body: ਸ੍ਰੀ ਮੁਕਤਸਰ ਸਾਹਿਬ 17 ਫਰਵਰੀ (ਹਰਪ੍ਰੀਤ ਸਿੰਘ) ਮਹਾਰਾਜਾ ਜੱਸਾ ਸਿੰਘ ਰਾਮਗੜ੍ਹੀਆ ਵੈਲਫੇਅਰ ਸੁਸਾਇਟੀ ਵੱਲੋਂ ਸੁਰਿੰਦਰ ਸਿੰਘ ਚੱਠਾ ਨੂੰ ਪੰਜਵੀਂ ਵਾਰ ਅਜਾਦ ਪ੍ਰੈਸ ਕਲੱਬ ਦੇ ਪ੍ਰਧਾਨ ਬਣਨ ਉੱਤੇ ਸਨਮਾਨਿਤ ਕੀਤਾ ਗਿਆ। ਸੁਸਾਇਟੀ ਦੇ ਆਗੂਆਂ ਨੇ ਕਿਹਾ ਕਿ ਉਨ੍ਹਾਂ ਨੇ ਪੱਤਰਕਾਰੀ ਦੇ ਖੇਤਰ ਵਿੱਚ ਵਡਮੁੱਲਾ ਯੋਗਦਾਨ ਪਾਇਆ ਹੈ।: [66, 802, 354, 829]
- divider: [2, 890, 942, 892]
- article-body: ਅੰਮ੍ਰਿਤਸਰ 17 ਫਰਵਰੀ (ਰਛਪਾਲ ਸਿੰਘ) ਸਿੱਖ ਯੂਥ ਫੈਡਰੇਸ਼ਨ ਭਿੰਡਰਾਂਵਾਲਾ ਦੇ ਆਗੂਆਂ ਨੇ ਕਿਹਾ ਕਿ ਪੰਥ ਨੂੰ ਸੰਕਟ ਵਿੱਚੋਂ ਕੱਢਣ ਦੀ ਬਜਾਏ ਪ੍ਰਧਾਨ ਨੇ ਸੁਖਬੀਰ ਬਾਦਲ ਦੇ ਦਬਾਅ ਕਾਰਨ ਅਸਤੀਫ਼ਾ ਦਿੱਤਾ ਹੈ। ਉਨ੍ਹਾਂ ਕਿਹਾ ਕਿ ਕੌਮ ਨੂੰ ਇਸ ਸਮੇਂ ਮਜ਼ਬੂਤ ਅਗਵਾਈ ਦੀ ਲੋੜ ਹੈ ਅਤੇ ਸਾਰੇ ਫੈਸਲੇ ਸ੍ਰੀ ਅਕਾਲ ਤਖ਼ਤ ਸਾਹਿਬ ਦੀ ਰਹਿਨੁਮਾਈ ਹੇਠ ਹੋਣੇ ਚਾਹੀਦੇ ਹਨ।: [762, 702, 942, 748]
- article-body: ਲੁਧਿਆਣਾ 17 ਫਰਵਰੀ (ਰਵਨੀਤ ਕੌਰ) ਸ਼੍ਰੋਮਣੀ ਅਕਾਲੀ ਦਲ ਦੇ ਸੀਨੀਅਰ ਆਗੂ ਨੇ ਕਿਹਾ ਕਿ ਪਾਰਟੀ ਆਉਣ ਵਾਲੀਆਂ ਬਲਾਕ ਸੰਮਤੀ ਅਤੇ ਜ਼ਿਲ੍ਹਾ ਪ੍ਰੀਸ਼ਦ ਦੀਆਂ ਚੋਣਾਂ ਪੂਰੀ ਤਾਕਤ ਨਾਲ ਲੜੇਗੀ। ਉਨ੍ਹਾਂ ਕਿਹਾ ਕਿ ਵਰਕਰਾਂ ਵਿੱਚ ਭਾਰੀ ਉਤਸ਼ਾਹ ਹੈ ਅਤੇ ਪਿੰਡ ਪੱਧਰ ਉੱਤੇ ਮੀਟਿੰਗਾਂ ਕੀਤੀਆਂ ਜਾ ਰਹੀਆਂ ਹਨ। ਪਾਰਟੀ ਲੋਕਾਂ ਦੇ ਮੁੱਦਿਆਂ ਨੂੰ ਲੈ ਕੇ ਮੈਦਾਨ ਵਿੱਚ ਉਤਰੇਗੀ।: [490, 90, 586, 182]
- article-body: ਅੰਮ੍ਰਿਤਸਰ 17 ਫਰਵਰੀ (ਰਛਪਾਲ ਸਿੰਘ) ਕਾਂਗਰਸੀ ਆਗੂ ਨੇ ਕਿਹਾ ਕਿ ਚੰਗਾ ਹੁੰਦਾ ਜੇਕਰ ਪ੍ਰਧਾਨ ਧਾਮੀ ਗਿਆਨੀ ਹਰਪ੍ਰੀਤ ਸਿੰਘ ਨੂੰ ਸੇਵਾਮੁਕਤ ਕਰਨ ਤੋਂ ਪਹਿਲਾਂ ਹੀ ਅਸਤੀਫ਼ਾ ਦੇ ਦਿੰਦੇ। ਉਨ੍ਹਾਂ ਕਿਹਾ ਕਿ ਹੁਣ ਦਿੱਤਾ ਗਿਆ ਅਸਤੀਫ਼ਾ ਸਿਰਫ਼ ਇੱਕ ਦਿਖਾਵਾ ਹੈ ਅਤੇ ਸੰਗਤ ਸਭ ਕੁਝ ਸਮਝਦੀ ਹੈ।: [336, 1374, 606, 1401]
- photo-school: [2, 1282, 220, 1392]
- swatch: [891, 1494, 900, 1505]
- article-body: ਸ੍ਰੀ ਮੁਕਤਸਰ ਸਾਹਿਬ 17 ਫਰਵਰੀ (ਹਰਪ੍ਰੀਤ ਸਿੰਘ) ਮਹਾਰਾਜਾ ਜੱਸਾ ਸਿੰਘ ਰਾਮਗੜ੍ਹੀਆ ਵੈਲਫੇਅਰ ਸੁਸਾਇਟੀ ਵੱਲੋਂ ਸੁਰਿੰਦਰ ਸਿੰਘ ਚੱਠਾ ਨੂੰ ਪੰਜਵੀਂ ਵਾਰ ਅਜਾਦ ਪ੍ਰੈਸ ਕਲੱਬ ਦੇ ਪ੍ਰਧਾਨ ਬਣਨ ਉੱਤੇ ਸਨਮਾਨਿਤ ਕੀਤਾ ਗਿਆ। ਸੁਸਾਇਟੀ ਦੇ ਆਗੂਆਂ ਨੇ ਕਿਹਾ ਕਿ ਉਨ੍ਹਾਂ ਨੇ ਪੱਤਰਕਾਰੀ ਦੇ ਖੇਤਰ ਵਿੱਚ ਵਡਮੁੱਲਾ ਯੋਗਦਾਨ ਪਾਇਆ ਹੈ।: [2, 702, 62, 831]
- page-number: 8: [0, 0, 38, 34]
- article-kotkapura: [232, 894, 708, 1232]
- article-akali: [356, 38, 586, 344]
- swatch: [475, 1494, 484, 1505]
- headline: ਸੱਜਣ ਕੁਮਾਰ ਨੂੰ 42 ਸਾਲਾਂ ਬਾਅਦ ਸਜ਼ਾ ਸੁਣਾਉਣਾ ਵੀ ਸਿੱਖ ਕੌਮ ਨਾਲ ਵੱਡੀ ਬੇਇਨਸਾਫ਼ੀ ਤੇ ਵਿਤਕਰਾ : ਮਾਨ: [718, 894, 936, 917]
- article-body: ਸ੍ਰੀ ਅਨੰਦਪੁਰ ਸਾਹਿਬ 17 ਫਰਵਰੀ (ਦਵਿੰਦਰ ਸਿੰਘ) ਪੰਥਕ ਆਗੂਆਂ ਨੇ ਕਿਹਾ ਕਿ ਜਿਨ੍ਹਾਂ ਨੇ ਕੌਮ ਦੀ ਗੱਲ ਕੀਤੀ ਉਨ੍ਹਾਂ ਨੂੰ ਬਾਦਲ ਪਰਿਵਾਰ ਨੇ ਹਮੇਸ਼ਾ ਬਾਹਰ ਦਾ ਰਸਤਾ ਵਿਖਾਇਆ। ਆਗੂਆਂ ਨੇ ਪੰਥਕ ਸੰਸਥਾਵਾਂ ਦੀ ਖੁਦਮੁਖਤਿਆਰੀ ਬਹਾਲ ਕਰਨ ਦੀ ਮੰਗ ਕੀਤੀ ਅਤੇ ਸੰਗਤ ਨੂੰ ਇਕਜੁੱਟ ਹੋਣ ਦਾ ਸੱਦਾ ਦਿੱਤਾ।: [122, 936, 228, 1000]
- article-body: ਲੁਧਿਆਣਾ 17 ਫਰਵਰੀ (ਰਵਨੀਤ ਕੌਰ) ਜਵੱਦੀ ਟਕਸਾਲ ਵਿਖੇ ਗਿਆਨੀ ਸੁਖਦੇਵ ਸਿੰਘ ਦੀ ਯਾਦ ਵਿੱਚ ਸਮਾਗਮ ਕਰਵਾਇਆ ਗਿਆ ਜਿਸ ਵਿੱਚ ਸੰਤ ਅਮੀਰ ਸਿੰਘ ਨੇ ਕਿਹਾ ਕਿ ਉਨ੍ਹਾਂ ਦੀਆਂ ਸੇਵਾਵਾਂ ਵਿਦਿਆਰਥੀਆਂ ਲਈ ਪ੍ਰੇਰਣਾ ਸਰੋਤ ਬਣਨਗੀਆਂ। ਸਮਾਗਮ ਵਿੱਚ ਵੱਡੀ ਗਿਣਤੀ ਵਿੱਚ ਸੰਗਤ ਨੇ ਹਾਜ਼ਰੀ ਭਰੀ ਅਤੇ ਗੁਰਬਾਣੀ ਕੀਰਤਨ ਦਾ ਆਨੰਦ ਮਾਣਿਆ।: [700, 1426, 860, 1481]
- article-body: ਅੰਮ੍ਰਿਤਸਰ 17 ਫਰਵਰੀ (ਰਛਪਾਲ ਸਿੰਘ) ਸਿੱਖ ਯੂਥ ਫੈਡਰੇਸ਼ਨ ਭਿੰਡਰਾਂਵਾਲਾ ਦੇ ਆਗੂਆਂ ਨੇ ਕਿਹਾ ਕਿ ਪੰਥ ਨੂੰ ਸੰਕਟ ਵਿੱਚੋਂ ਕੱਢਣ ਦੀ ਬਜਾਏ ਪ੍ਰਧਾਨ ਨੇ ਸੁਖਬੀਰ ਬਾਦਲ ਦੇ ਦਬਾਅ ਕਾਰਨ ਅਸਤੀਫ਼ਾ ਦਿੱਤਾ ਹੈ। ਉਨ੍ਹਾਂ ਕਿਹਾ ਕਿ ਕੌਮ ਨੂੰ ਇਸ ਸਮੇਂ ਮਜ਼ਬੂਤ ਅਗਵਾਈ ਦੀ ਲੋੜ ਹੈ ਅਤੇ ਸਾਰੇ: [662, 818, 758, 882]
- swatch: [449, 1494, 458, 1505]
- photo-gathering: [700, 1256, 860, 1358]
- article-harjinder: [336, 1238, 606, 1490]
- divider: [2, 1234, 942, 1236]
- swatch: [19, 1494, 28, 1505]
- divider: [2, 658, 942, 660]
- article-panj: [2, 894, 228, 1232]
- article-body: ਫਰੀਦਕੋਟ 17 ਫਰਵਰੀ (ਜਗਦੀਸ਼ ਬਾਂਬਾ) ਅਮਰੀਕਾ ਤੋਂ ਡਿਪੋਰਟ ਕੀਤੇ ਪੰਜਾਬੀ ਨੌਜਵਾਨਾਂ ਦੇ ਪਰਿਵਾਰਾਂ ਨੂੰ ਮਿਲਣ ਤੋਂ ਬਾਅਦ ਭਾਈ ਡੋਡ ਨੇ ਕਿਹਾ ਕਿ ਜੇਕਰ ਕੇਂਦਰ ਅਤੇ ਪੰਜਾਬ ਸਰਕਾਰ ਇਨ੍ਹਾਂ ਦੀ ਬਾਂਹ ਨਹੀਂ ਫੜਦੀ ਤਾਂ ਸ਼੍ਰੋਮਣੀ ਕਮੇਟੀ ਨੂੰ ਇਨ੍ਹਾਂ ਪਰਿਵਾਰਾਂ ਦੀ ਸਾਰ ਲੈਣੀ ਚਾਹੀਦੀ ਹੈ। ਉਨ੍ਹਾਂ ਕਿਹਾ: [590, 112, 654, 212]
- birthday-ad: [598, 526, 708, 652]
- headline: ਵਿਦਿਆਰਥੀਆਂ ਲਈ ਗਿ: ਸੁਖਦੇਵ ਸਿੰਘ ਦੀਆਂ ਸੇਵਾਵਾਂ ਪ੍ਰੇਰਣਾ ਸਰੋਤ ਬਣਨਗੀਆਂ - ਸੰਤ ਅਮੀਰ ਸਿੰਘ: [620, 1238, 932, 1248]
- photo-couple: [841, 1111, 937, 1203]
- article-dhami: [358, 662, 590, 888]
- photo-portrait: [358, 712, 436, 800]
- headline: ਮਹਾਰਾਜਾ ਜੱਸਾ ਸਿੰਘ ਰਾਮਗੜ੍ਹੀਆ ਵੈਲਫੇਅਰ ਸੁਸਾਇਟੀ ਨੇ ਸੁਰਿੰਦਰ ਸਿੰਘ ਚੱਠਾ ਨੂੰ ਪੰਜਵੀਂ ਵਾਰ ਅਜਾਦ ਪ੍ਰੈਸ ਕਲੱਬ ਦੇ ਪ੍ਰਧਾਨ ਬਣਨ 'ਤੇ ਕੀਤਾ ਸਨਮਾਨਿਤ: [15, 662, 341, 687]
- subheadline: ਬਿਆਸ ਨੇੜਲੇ ਡਿਪੋਰਟ ਨੌਜਵਾਨਾਂ ਦੀ ਕੀਤੀ ਜਾਵੇ ਆਰਥਿਕ ਸਹਾਇਤਾ: [637, 95, 883, 106]
- swatch: [917, 1494, 926, 1505]
- article-body: ਫਤਿਹਗੜ੍ਹ ਸਾਹਿਬ 17 ਫਰਵਰੀ (ਬਹਾਦਰ ਸਿੰਘ) ਸ਼੍ਰੋਮਣੀ ਕਮੇਟੀ ਮੈਂਬਰ ਕਰਨੈਲ ਸਿੰਘ ਪੰਜੋਲੀ ਨੇ ਕਿਹਾ ਕਿ ਪ੍ਰਧਾਨ ਧਾਮੀ ਨੇ ਪਹਿਲਾਂ ਸਾਰੀ ਖੇਡ ਵਿਗਾੜੀ ਅਤੇ ਜਦੋਂ ਕੋਈ ਰਾਹ ਨਾ ਬਚਿਆ ਤਾਂ ਅਸਤੀਫ਼ਾ ਦੇ ਦਿੱਤਾ। ਉਨ੍ਹਾਂ ਕਿਹਾ ਕਿ ਜਥੇਦਾਰ ਗੁਰਚਰਨ ਸਿੰਘ ਟੌਹੜਾ ਨੇ ਹਰ ਮੁਸ਼ਕਲ ਹਾਲਾਤ ਦਾ ਡਟ ਕੇ ਸਾਹਮਣਾ ਕੀਤਾ ਪਰ ਕਦੇ ਪਿੱਛੇ ਨਹੀਂ ਹਟੇ।: [440, 712, 590, 767]
- photo-child: [603, 547, 651, 631]
- headline: ਅਮਰੀਕਾ ਤੋਂ ਡਿਪੋਰਟ ਨੌਜਵਾਨਾਂ ਦੀ ਜੇ ਕੇਂਦਰ 'ਤੇ ਪੰਜਾਬ ਸਰਕਾਰ ਬਾਂਹ ਨਹੀਂ ਫੜਦੀ ਤਾਂ ਐਸ.ਜੀ.ਪੀ.ਸੀ. ਲਵੇ ਸਾਰ : ਭਾਈ ਡੋਡ: [591, 38, 941, 67]
- article-body: ਫਰੀਦਕੋਟ 17 ਫਰਵਰੀ (ਜਗਦੀਸ਼ ਬਾਂਬਾ) ਜ਼ਿਲ੍ਹੇ ਦੇ ਇੱਕ ਪਿੰਡ ਵਿੱਚ ਜ਼ਮੀਨੀ ਵਿਵਾਦ ਨੂੰ ਲੈ ਕੇ ਕਿਸਾਨ ਆਗੂ ਦੀ ਕੁੱਟਮਾਰ ਕੀਤੀ ਗਈ। ਪੀੜਤ ਦੇ ਪੁੱਤਰ ਨੇ ਇਨਸਾਫ਼ ਦੀ ਮੰਗ ਨੂੰ ਲੈ ਕੇ ਪਾਣੀ ਵਾਲੀ ਟੈਂਕੀ ਉੱਤੇ ਚੜ੍ਹ ਕੇ ਰੋਸ ਪ੍ਰਗਟ ਕੀਤਾ। ਪੁਲਿਸ ਪ੍ਰਸ਼ਾਸਨ ਨੇ ਮੌਕੇ ਉੱਤੇ ਪਹੁੰਚ ਕੇ ਉਸ ਨੂੰ ਭਰੋਸਾ ਦਿਵਾਇਆ।: [802, 392, 942, 438]
- school-sign: GURU NANAK PUBLIC SCHOOL: [44, 1287, 180, 1296]
- article-usa: [590, 38, 942, 344]
- article-faridkot: [712, 350, 942, 656]
- photo-portrait: [233, 99, 345, 191]
- swatch: [462, 1494, 471, 1505]
- page-header: [0, 0, 945, 34]
